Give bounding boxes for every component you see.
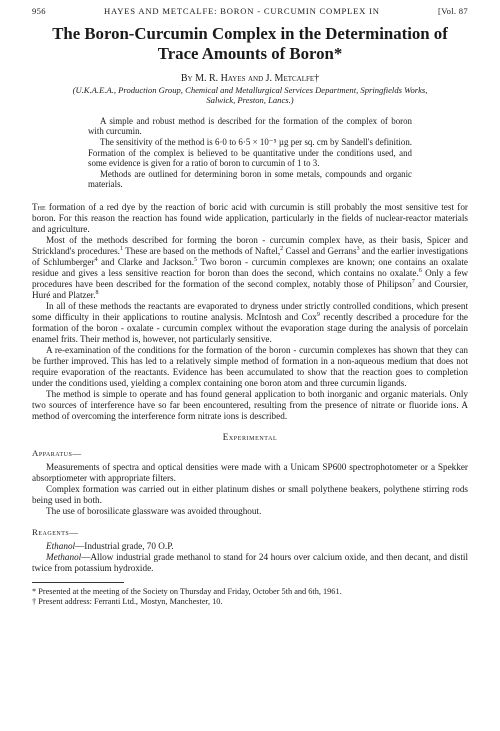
intro-text: In all of these methods the reactants are evaporated to dryness under strictly controlled conditions, which present some difficulty in their applications to routine analysis. McIntosh and Cox	[32, 300, 468, 322]
reagent-name: Ethanol	[46, 540, 76, 551]
reagent-name: Methanol	[46, 551, 82, 562]
intro-paragraph	[32, 202, 468, 235]
byline-by: By	[180, 73, 193, 84]
reference-marker: 5	[194, 256, 197, 263]
abstract-paragraph: A simple and robust method is described for the formation of the complex of boron with curcumin.	[88, 115, 412, 137]
affiliation	[32, 85, 468, 106]
intro-text: and Coursier, Huré and Platzer.	[32, 278, 468, 300]
page-number: 956	[32, 6, 46, 16]
running-head-title: HAYES AND METCALFE: BORON - CURCUMIN COMPLEX IN	[104, 6, 380, 16]
intro-text: Only a few procedures have been described for the formation of the second complex, notably those of Philipson	[32, 267, 468, 289]
drop-word: The	[32, 201, 46, 212]
apparatus-paragraph: The use of borosilicate glassware was avoided throughout.	[46, 505, 262, 516]
byline-and: and	[247, 73, 264, 84]
intro-text: and the earlier investigations of Schlumberger	[32, 245, 468, 267]
section-heading-experimental: Experimental	[222, 431, 278, 442]
reference-marker: 8	[95, 289, 99, 296]
apparatus-section	[32, 462, 468, 517]
article-title	[32, 24, 468, 64]
running-head	[32, 6, 468, 16]
intro-text: and Clarke and Jackson.	[97, 256, 194, 267]
reagent-item	[32, 552, 468, 574]
intro-text: Cassel and Gerrans	[283, 245, 357, 256]
footnote: * Presented at the meeting of the Society on Thursday and Friday, October 5th and 6th, 1961.	[32, 586, 342, 596]
author-1: M. R. Hayes	[195, 73, 246, 84]
abstract	[88, 116, 412, 190]
apparatus-paragraph: Complex formation was carried out in either platinum dishes or small polythene beakers, polythene stirring rods being used in both.	[32, 483, 468, 505]
intro-text: Most of the methods described for forming the boron - curcumin complex have, as their basis, Spicer and Strickland's procedures.	[32, 234, 468, 256]
reagents-section	[32, 541, 468, 574]
volume-number: [Vol. 87	[438, 6, 468, 16]
reference-marker: 1	[119, 245, 123, 252]
reference-marker: 3	[356, 245, 360, 252]
reagent-description: —Allow industrial grade methanol to stand for 24 hours over calcium oxide, and then decant, and distil twice from potassium hydroxide.	[32, 551, 468, 573]
intro-paragraph: The method is simple to operate and has found general application to both inorganic and organic materials. Only two sources of interference have so far been encountered, resulting from the presence of nitrate or fluoride ions. A method of overcoming the interference form nitrate ions is described.	[32, 388, 468, 421]
reagent-item	[32, 541, 468, 552]
reagent-description: —Industrial grade, 70 O.P.	[75, 540, 174, 551]
subheading-reagents: Reagents—	[32, 526, 79, 537]
apparatus-paragraph: Measurements of spectra and optical densities were made with a Unicam SP600 spectrophotometer or a Spekker absorptiometer with appropriate filters.	[32, 461, 468, 483]
reference-marker: 7	[411, 278, 415, 285]
article-title-line-1: The Boron-Curcumin Complex in the Determination of	[52, 24, 448, 43]
reference-marker: 4	[94, 256, 98, 263]
abstract-paragraph: Methods are outlined for determining boron in some metals, compounds and organic materials.	[88, 168, 412, 190]
intro-paragraph: A re-examination of the conditions for the formation of the boron - curcumin complexes has shown that they can be further improved. This has led to a relatively simple method of formation in a non-aqueous medium that does not require evaporation of the reactants. Evidence has been accumulated to show that the reaction goes to completion under the conditions used, yielding a complex containing one boron atom and three curcumin ligands.	[32, 344, 468, 388]
article-title-line-2: Trace Amounts of Boron*	[157, 44, 343, 63]
reference-marker: 6	[418, 267, 422, 274]
intro-text: formation of a red dye by the reaction of boric acid with curcumin is still probably the most sensitive test for boron. For this reason the reaction has found wide application, particularly in the fields of nuclear-reactor materials and agriculture.	[32, 201, 468, 234]
intro-paragraph	[32, 235, 468, 301]
byline	[32, 73, 468, 84]
reference-marker: 2	[280, 245, 284, 252]
intro-text: These are based on the methods of Naftel,	[122, 245, 281, 256]
affiliation-line-2: Salwick, Preston, Lancs.)	[206, 95, 294, 106]
abstract-paragraph: The sensitivity of the method is 6·0 to 6·5 × 10⁻⁵ µg per sq. cm by Sandell's definition. Formation of the complex is believed to be quantitative under the conditions used, and some evidence is given for a ratio of boron to curcumin of 1 to 3.	[88, 137, 412, 169]
intro-text: recently described a procedure for the formation of the boron - oxalate - curcumin complex without the evaporation stage during the analysis of porcelain enamel frits. Their method is, however, not particularly sensitive.	[32, 311, 469, 344]
author-2: J. Metcalfe†	[265, 73, 320, 84]
introduction	[32, 202, 468, 422]
footnotes	[32, 587, 468, 608]
reference-marker: 9	[316, 311, 320, 318]
subheading-apparatus: Apparatus—	[32, 447, 82, 458]
affiliation-line-1: (U.K.A.E.A., Production Group, Chemical and Metallurgical Services Department, Springfields Works,	[72, 85, 428, 95]
intro-text: Two boron - curcumin complexes are known; one contains an oxalate residue and gives a less sensitive reaction for boron than does the second, which contains no oxalate.	[32, 256, 468, 278]
footnote: † Present address: Ferranti Ltd., Mostyn, Manchester, 10.	[32, 597, 223, 607]
footnote-rule	[32, 582, 124, 583]
intro-paragraph	[32, 301, 468, 345]
